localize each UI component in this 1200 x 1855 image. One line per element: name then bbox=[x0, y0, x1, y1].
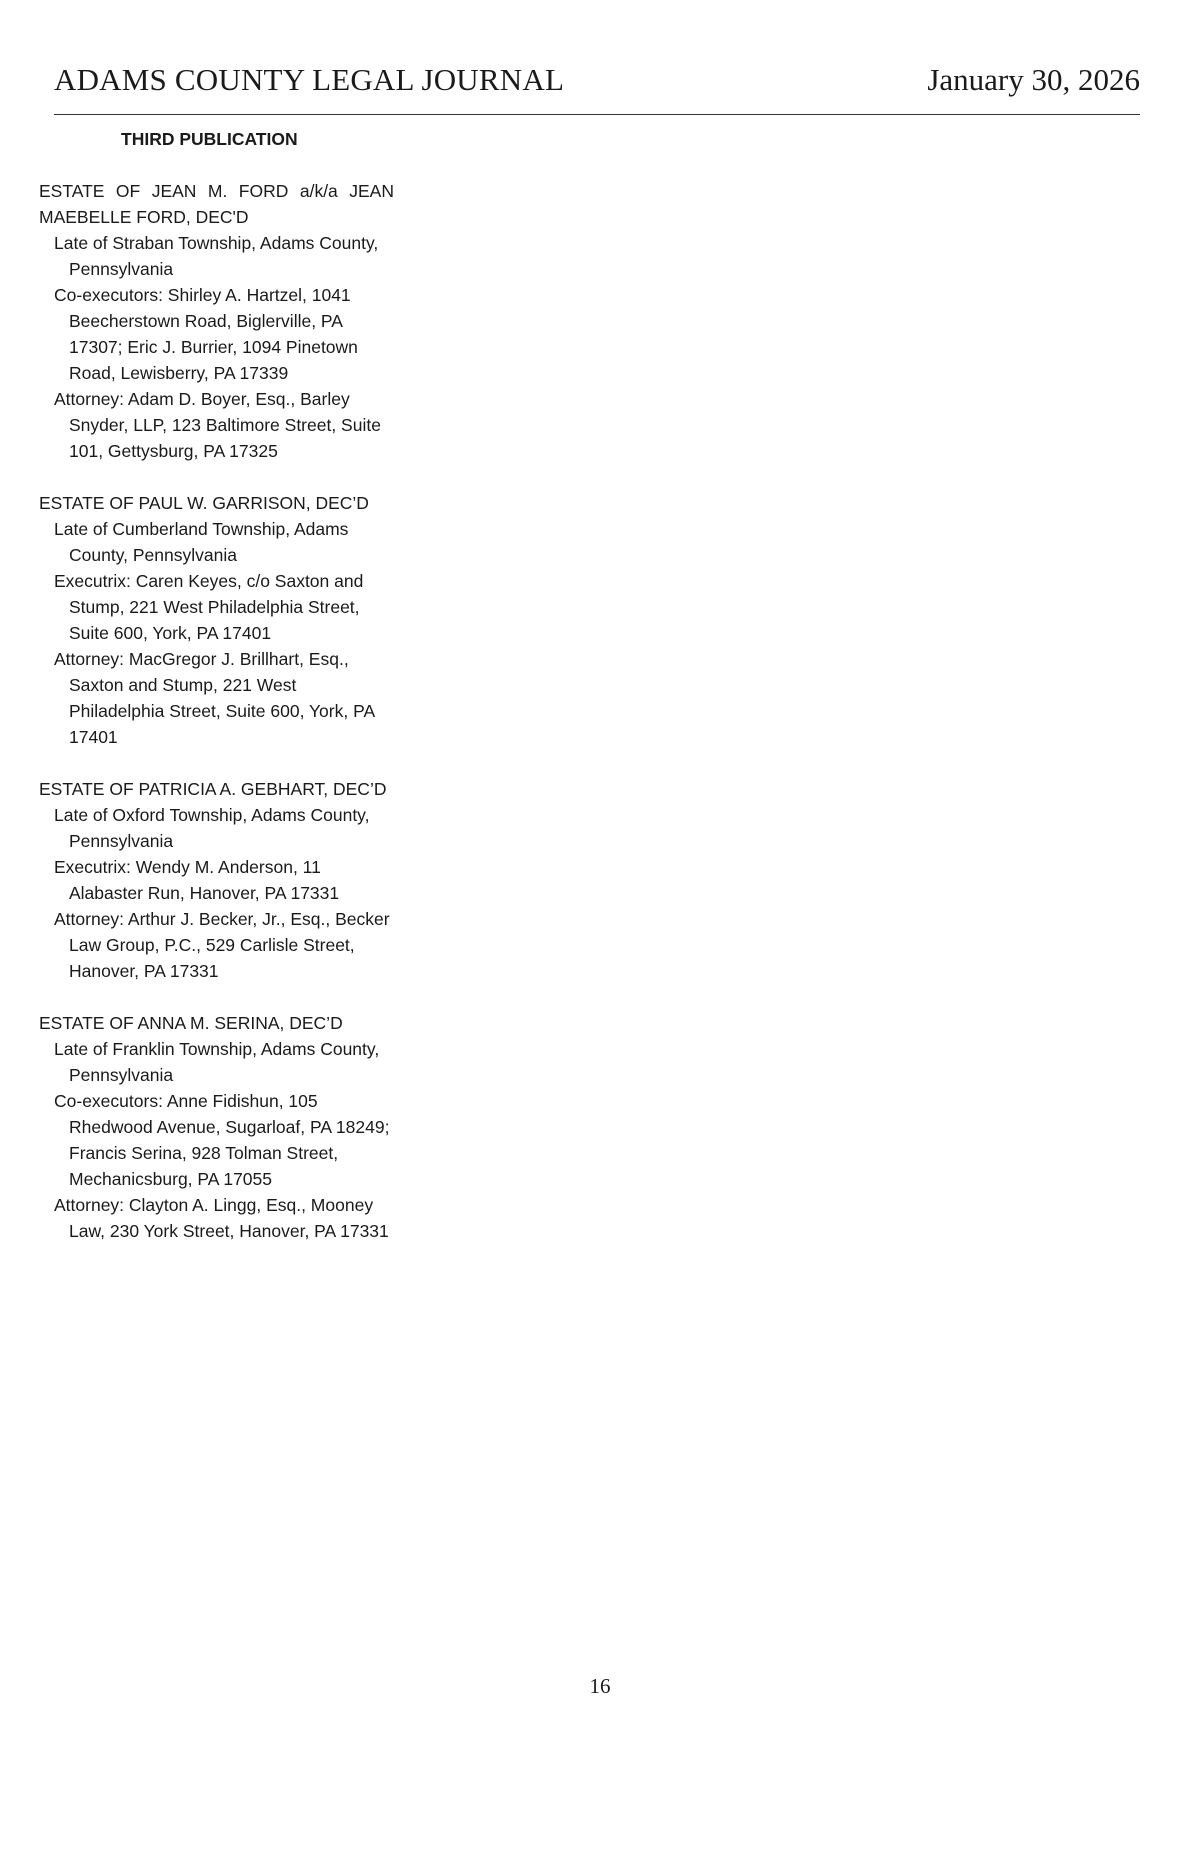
estate-attorney: Attorney: MacGregor J. Brillhart, Esq., Saxton and Stump, 221 West Philadelphia Street, Suite 600, York, PA 17401 bbox=[54, 649, 375, 747]
estate-title: ESTATE OF PATRICIA A. GEBHART, DEC’D bbox=[39, 779, 387, 799]
estate-residence: Late of Oxford Township, Adams County, Pennsylvania bbox=[54, 805, 370, 851]
estate-title: ESTATE OF JEAN M. FORD a/k/a JEAN MAEBELLE FORD, DEC'D bbox=[39, 181, 394, 227]
journal-title: ADAMS COUNTY LEGAL JOURNAL bbox=[54, 62, 565, 97]
estate-attorney: Attorney: Adam D. Boyer, Esq., Barley Snyder, LLP, 123 Baltimore Street, Suite 101, Gettysburg, PA 17325 bbox=[54, 389, 381, 461]
estate-executors: Co-executors: Shirley A. Hartzel, 1041 Beecherstown Road, Biglerville, PA 17307; Eric J. Burrier, 1094 Pinetown Road, Lewisberry, PA 17339 bbox=[54, 285, 358, 383]
estate-executors: Co-executors: Anne Fidishun, 105 Rhedwood Avenue, Sugarloaf, PA 18249; Francis Serina, 928 Tolman Street, Mechanicsburg, PA 17055 bbox=[54, 1091, 390, 1189]
estate-notice-garrison bbox=[39, 490, 394, 750]
estate-residence: Late of Cumberland Township, Adams County, Pennsylvania bbox=[54, 519, 349, 565]
section-heading: THIRD PUBLICATION bbox=[121, 129, 298, 149]
estate-notice-serina bbox=[39, 1010, 394, 1244]
issue-date: January 30, 2026 bbox=[927, 62, 1140, 97]
estate-residence: Late of Franklin Township, Adams County, Pennsylvania bbox=[54, 1039, 380, 1085]
estate-title: ESTATE OF ANNA M. SERINA, DEC’D bbox=[39, 1013, 343, 1033]
page-header bbox=[54, 62, 1140, 115]
estate-attorney: Attorney: Arthur J. Becker, Jr., Esq., Becker Law Group, P.C., 529 Carlisle Street, Hanover, PA 17331 bbox=[54, 909, 390, 981]
estate-notice-ford bbox=[39, 178, 394, 464]
estate-residence: Late of Straban Township, Adams County, Pennsylvania bbox=[54, 233, 379, 279]
page-number: 16 bbox=[589, 1674, 611, 1698]
estate-executors: Executrix: Caren Keyes, c/o Saxton and Stump, 221 West Philadelphia Street, Suite 600, York, PA 17401 bbox=[54, 571, 364, 643]
estate-attorney: Attorney: Clayton A. Lingg, Esq., Mooney Law, 230 York Street, Hanover, PA 17331 bbox=[54, 1195, 389, 1241]
estate-title: ESTATE OF PAUL W. GARRISON, DEC’D bbox=[39, 493, 369, 513]
estate-notice-gebhart bbox=[39, 776, 394, 984]
estate-executors: Executrix: Wendy M. Anderson, 11 Alabaster Run, Hanover, PA 17331 bbox=[54, 857, 340, 903]
notice-column bbox=[39, 126, 394, 1270]
